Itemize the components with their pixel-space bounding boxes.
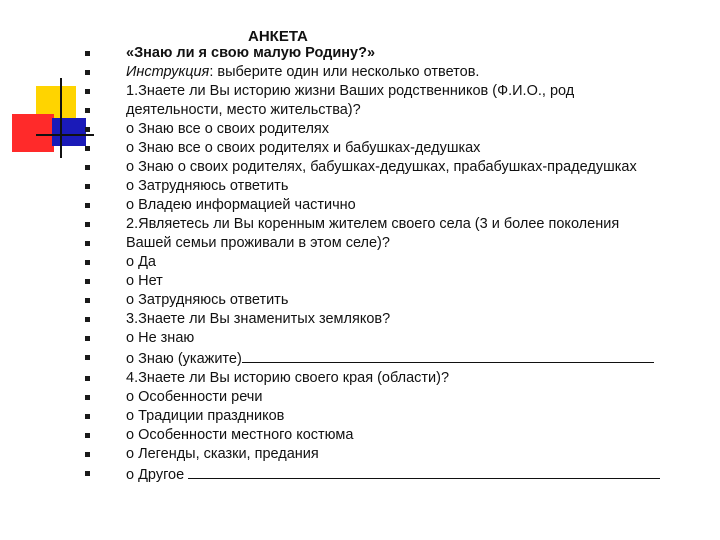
option-text: о Знаю (укажите) bbox=[126, 351, 242, 367]
bullet-icon bbox=[85, 279, 90, 284]
bullet-icon bbox=[85, 222, 90, 227]
bullet-icon bbox=[85, 260, 90, 265]
decor-blue-square bbox=[52, 118, 86, 146]
bullet-icon bbox=[85, 414, 90, 419]
option-text: о Затрудняюсь ответить bbox=[126, 178, 289, 194]
bullet-icon bbox=[85, 395, 90, 400]
option-text: о Знаю о своих родителях, бабушках-дедушках, прабабушках-прадедушках bbox=[126, 159, 637, 175]
question-3-text: 3.Знаете ли Вы знаменитых земляков? bbox=[126, 311, 391, 327]
bullet-icon bbox=[85, 51, 90, 56]
instruction-label: Инструкция bbox=[126, 64, 210, 80]
bullet-icon bbox=[85, 165, 90, 170]
list-item bbox=[84, 272, 704, 291]
list-item bbox=[84, 464, 704, 485]
list-item bbox=[84, 158, 704, 177]
list-item bbox=[84, 445, 704, 464]
option-text: о Не знаю bbox=[126, 330, 195, 346]
document-title: АНКЕТА bbox=[248, 28, 308, 45]
bullet-icon bbox=[85, 355, 90, 360]
decor-red-square bbox=[12, 114, 54, 152]
option-text: о Особенности местного костюма bbox=[126, 427, 354, 443]
subtitle-line bbox=[84, 44, 704, 63]
question-4-text: 4.Знаете ли Вы историю своего края (области)? bbox=[126, 370, 450, 386]
option-text: о Да bbox=[126, 254, 156, 270]
list-item bbox=[84, 139, 704, 158]
option-text: о Владею информацией частично bbox=[126, 197, 356, 213]
answer-blank-line[interactable] bbox=[188, 464, 660, 479]
question-1-text: 1.Знаете ли Вы историю жизни Ваших родственников (Ф.И.О., род bbox=[126, 83, 575, 99]
decor-vertical-line bbox=[60, 78, 62, 158]
list-item bbox=[84, 348, 704, 369]
list-item bbox=[84, 329, 704, 348]
subtitle: «Знаю ли я свою малую Родину?» bbox=[126, 45, 376, 61]
list-item bbox=[84, 234, 704, 253]
bullet-icon bbox=[85, 452, 90, 457]
bullet-icon bbox=[85, 241, 90, 246]
bullet-icon bbox=[85, 317, 90, 322]
bullet-icon bbox=[85, 433, 90, 438]
list-item bbox=[84, 369, 704, 388]
bullet-icon bbox=[85, 336, 90, 341]
question-2-text: 2.Являетесь ли Вы коренным жителем своего села (3 и более поколения bbox=[126, 216, 620, 232]
bullet-icon bbox=[85, 471, 90, 476]
bullet-icon bbox=[85, 89, 90, 94]
bullet-icon bbox=[85, 127, 90, 132]
option-text: о Особенности речи bbox=[126, 389, 263, 405]
option-text: о Легенды, сказки, предания bbox=[126, 446, 319, 462]
question-2-text-cont: Вашей семьи проживали в этом селе)? bbox=[126, 235, 390, 251]
question-1-text-cont: деятельности, место жительства)? bbox=[126, 102, 361, 118]
option-text: о Традиции праздников bbox=[126, 408, 285, 424]
list-item bbox=[84, 388, 704, 407]
list-item bbox=[84, 253, 704, 272]
option-text: о Знаю все о своих родителях и бабушках-дедушках bbox=[126, 140, 481, 156]
list-item bbox=[84, 82, 704, 101]
answer-blank-line[interactable] bbox=[242, 348, 654, 363]
list-item bbox=[84, 310, 704, 329]
bullet-icon bbox=[85, 376, 90, 381]
bullet-icon bbox=[85, 184, 90, 189]
option-text: о Другое bbox=[126, 467, 189, 483]
bullet-icon bbox=[85, 146, 90, 151]
list-item bbox=[84, 426, 704, 445]
list-item bbox=[84, 177, 704, 196]
bullet-icon bbox=[85, 70, 90, 75]
bullet-icon bbox=[85, 203, 90, 208]
option-text: о Затрудняюсь ответить bbox=[126, 292, 289, 308]
list-item bbox=[84, 215, 704, 234]
bullet-icon bbox=[85, 108, 90, 113]
list-item bbox=[84, 196, 704, 215]
option-text: о Знаю все о своих родителях bbox=[126, 121, 330, 137]
list-item bbox=[84, 407, 704, 426]
list-item bbox=[84, 291, 704, 310]
list-item bbox=[84, 120, 704, 139]
questionnaire-list bbox=[84, 44, 704, 485]
list-item bbox=[84, 101, 704, 120]
instruction-text: : выберите один или несколько ответов. bbox=[209, 64, 480, 80]
option-text: о Нет bbox=[126, 273, 163, 289]
bullet-icon bbox=[85, 298, 90, 303]
instruction-line bbox=[84, 63, 704, 82]
